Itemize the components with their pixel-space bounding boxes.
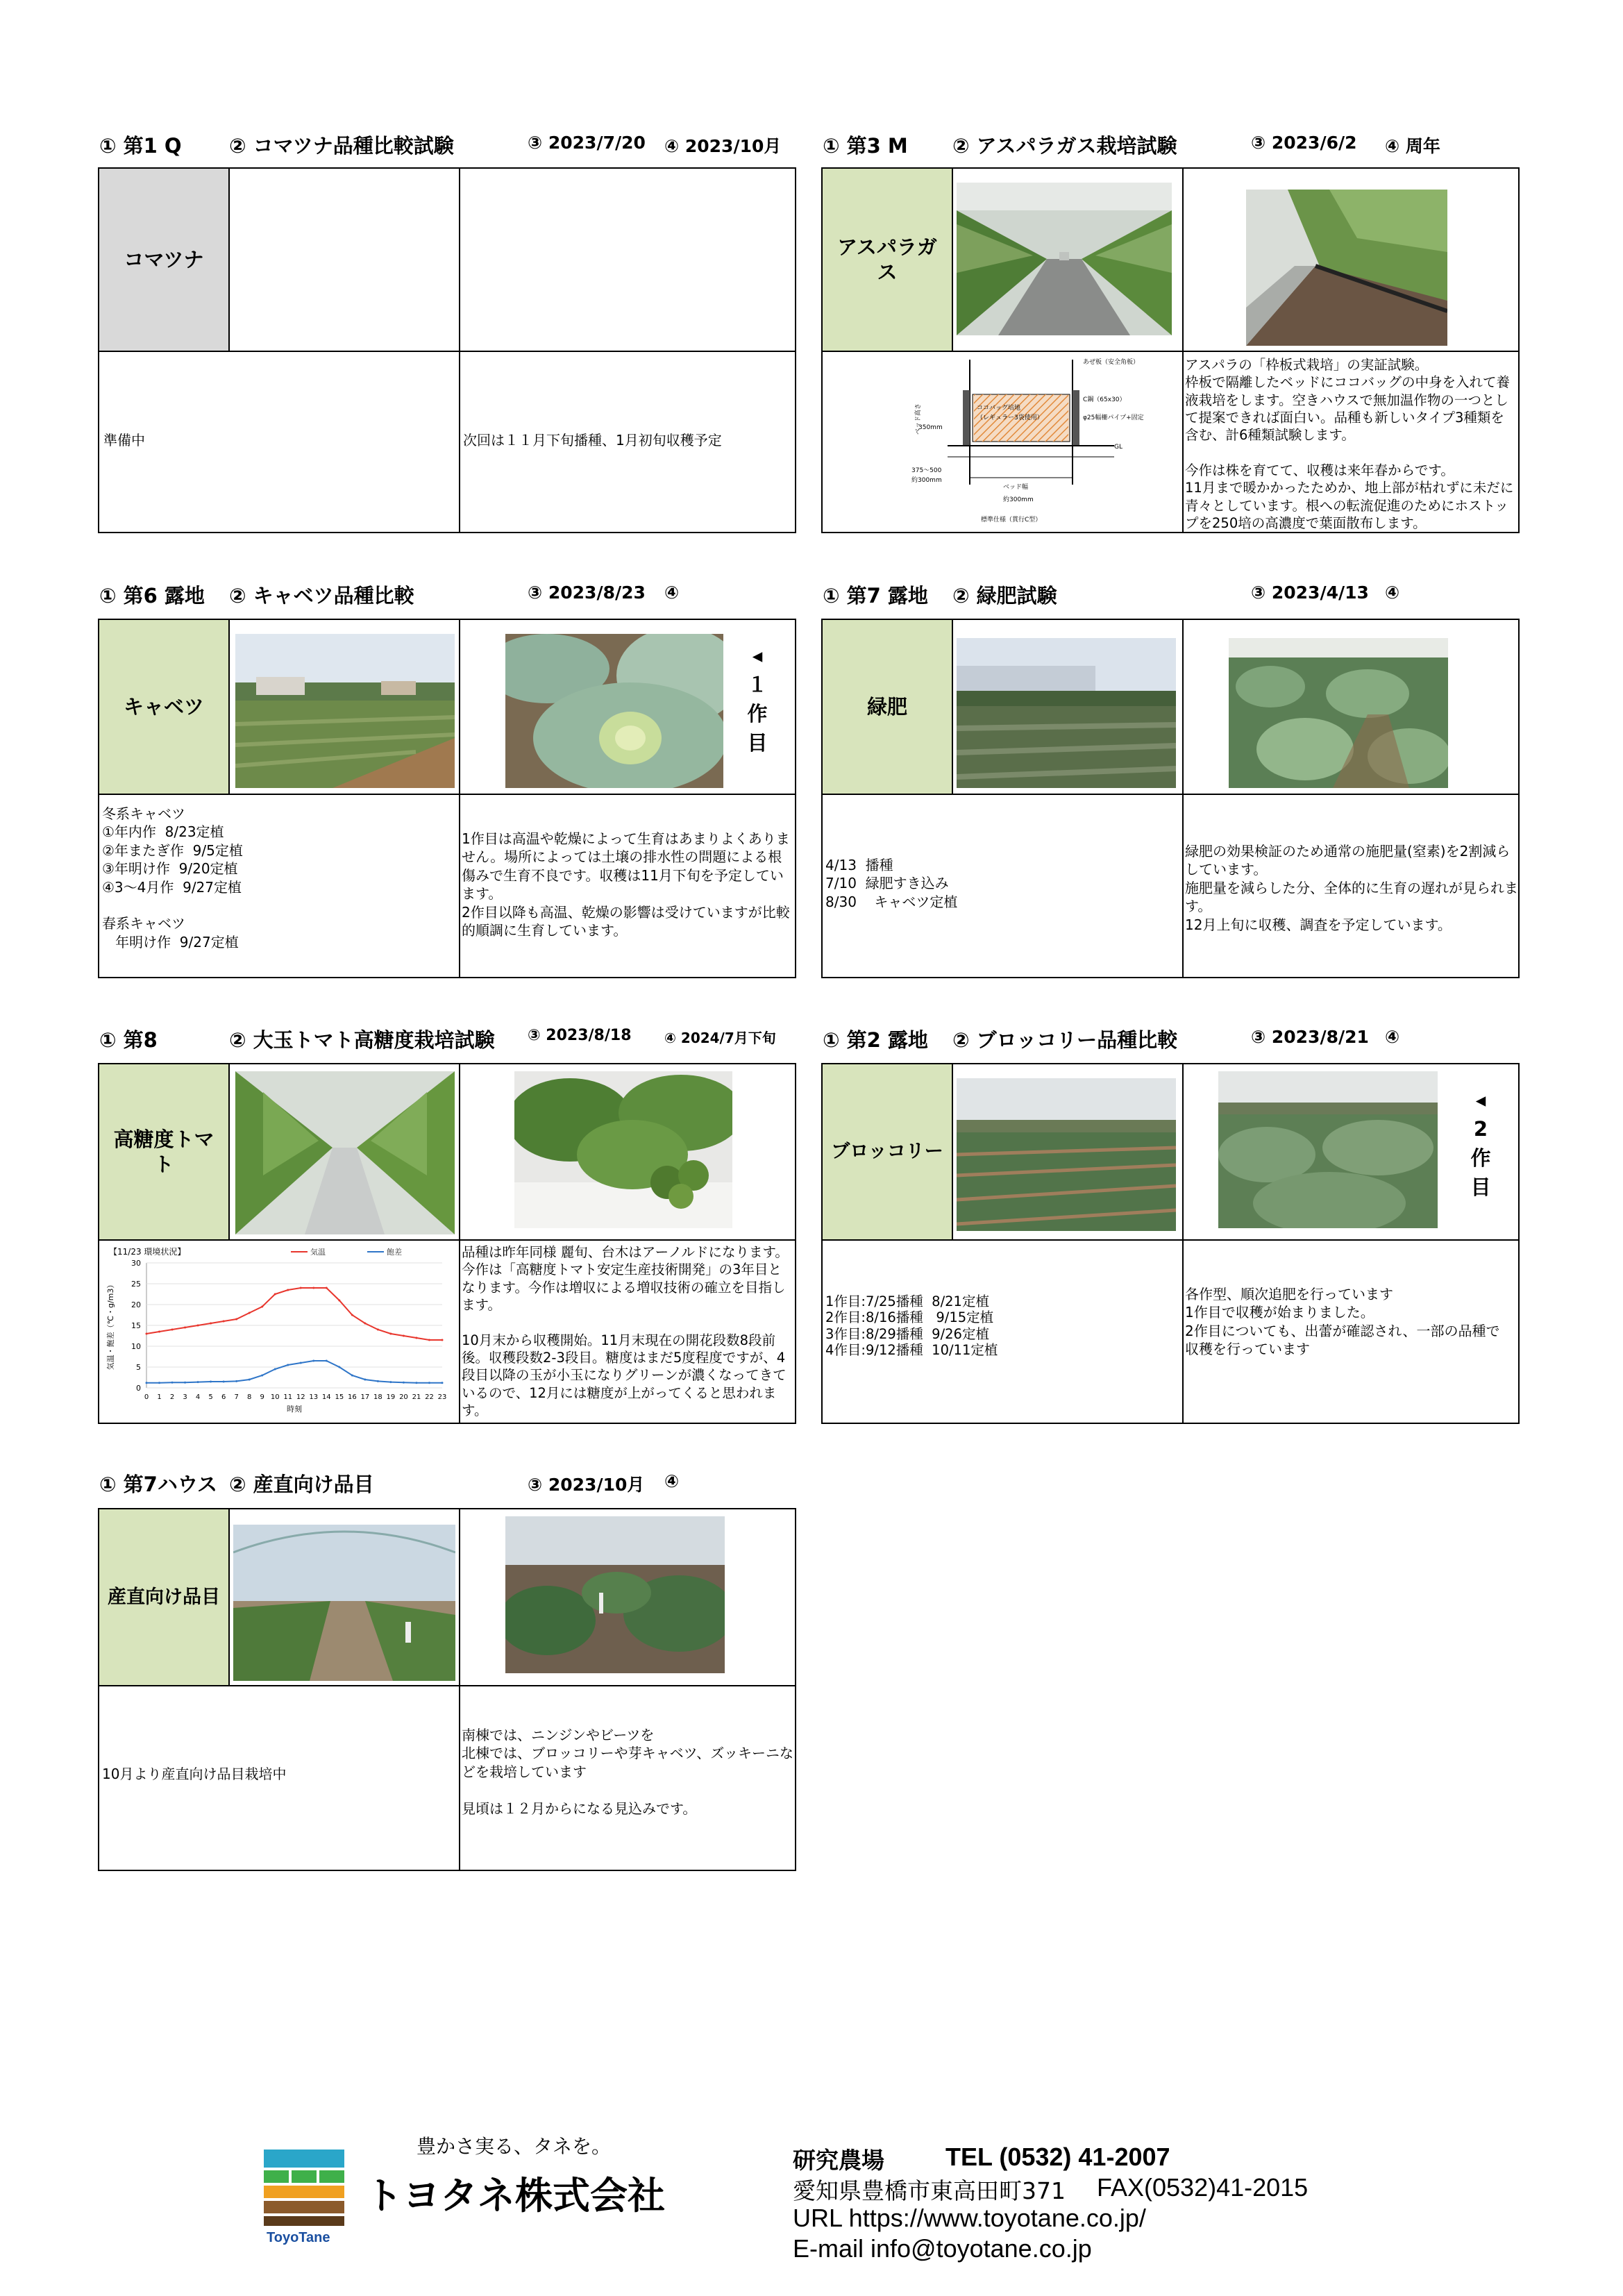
data-point bbox=[197, 1381, 199, 1383]
crop-label-text: 高糖度トマト bbox=[113, 1127, 215, 1176]
address: 愛知県豊橋市東高田町371 bbox=[793, 2177, 1066, 2204]
notes-left: 4/13 播種 7/10 緑肥すき込み 8/30 キャベツ定植 bbox=[825, 857, 958, 910]
trial-title: ② ブロッコリー品種比較 bbox=[952, 1028, 1178, 1052]
chart-title: 【11/23 環境状況】 bbox=[109, 1247, 186, 1257]
notes-right: アスパラの「枠板式栽培」の実証試験。 枠板で隔離したベッドにココバッグの中身を入れて養液栽培をします。空きハウスで無加温作物の一つとして提案できれば面白い。品種も新しいタイプ3種類を含む、計6種類試験します。 今作は株を育てて、収穫は来年春からです。 11月まで暖かかったためか、地上部が枯れずに未だに青々としています。根への転流促進のためにホストップを250培の高濃度で葉面散布します。 bbox=[1185, 357, 1514, 532]
trial-table bbox=[98, 1063, 796, 1424]
x-tick-label: 20 bbox=[399, 1393, 408, 1401]
y-axis-label: 気温・飽差（℃・g/m3） bbox=[106, 1280, 115, 1371]
tomato-house-photo bbox=[235, 1071, 455, 1234]
notes-right: 1作目は高温や乾燥によって生育はあまりよくありません。場所によっては土壌の排水性の問題による根傷みで生育不良です。収穫は11月下旬を予定しています。 2作目以降も高温、乾燥の影響は受けていますが比較的順調に生育しています。 bbox=[462, 830, 790, 939]
crop-label bbox=[99, 620, 228, 794]
y-tick-label: 15 bbox=[131, 1321, 141, 1330]
crop-label-text: 産直向け品目 bbox=[108, 1586, 220, 1608]
broccoli-closeup-photo bbox=[1218, 1071, 1438, 1228]
cabbage-closeup-photo bbox=[505, 634, 723, 788]
broccoli-field-photo bbox=[957, 1078, 1176, 1231]
notes-left: 10月より産直向け品目栽培中 bbox=[102, 1766, 287, 1782]
notes-right: 南棟では、ニンジンやビーツを 北棟では、ブロッコリーや芽キャベツ、ズッキーニなどを栽培しています 見頃は１２月からになる見込みです。 bbox=[462, 1727, 793, 1817]
crop-label-text: ブロッコリー bbox=[831, 1141, 943, 1163]
environment-chart bbox=[103, 1242, 454, 1421]
data-point bbox=[249, 1379, 251, 1381]
x-tick-label: 11 bbox=[283, 1393, 293, 1401]
data-point bbox=[364, 1323, 366, 1325]
data-point bbox=[210, 1381, 212, 1383]
y-tick-label: 30 bbox=[131, 1259, 141, 1268]
trial-title: ② コマツナ品種比較試験 bbox=[229, 134, 454, 158]
bed-structure-diagram bbox=[906, 353, 1180, 530]
crop-label bbox=[823, 1064, 952, 1239]
farm-name: 研究農場 bbox=[793, 2147, 884, 2174]
x-tick-label: 12 bbox=[296, 1393, 305, 1401]
diagram-label: 約300mm bbox=[1003, 496, 1034, 503]
cabbage-field-photo bbox=[235, 634, 455, 788]
trial-table bbox=[98, 619, 796, 978]
data-point bbox=[415, 1382, 417, 1384]
x-tick-label: 10 bbox=[270, 1393, 280, 1401]
data-point bbox=[146, 1333, 148, 1335]
x-tick-label: 7 bbox=[234, 1393, 239, 1401]
diagram-label: 約300mm bbox=[911, 477, 942, 484]
data-point bbox=[300, 1287, 302, 1289]
data-point bbox=[261, 1306, 263, 1308]
crop-label-text: 緑肥 bbox=[866, 694, 907, 719]
trial-title: ② 緑肥試験 bbox=[952, 584, 1057, 607]
notes-right: 品種は昨年同様 麗旬、台木はアーノルドになります。今作は「高糖度トマト安定生産技術開発」の3年目となります。今作は増収による増収技術の確立を目指します。 10月末から収穫開始。11月末現在の開花段数8段前後。収穫段数2-3段目。糖度はまだ5度程度ですが、4段目以降の玉が小玉になりグリーンが濃くなってきているので、12月には糖度が上がってくると思われます。 bbox=[462, 1244, 789, 1419]
data-point bbox=[403, 1335, 405, 1337]
x-tick-label: 22 bbox=[425, 1393, 434, 1401]
x-tick-label: 6 bbox=[221, 1393, 226, 1401]
diagram-label: 350mm bbox=[918, 424, 943, 431]
x-tick-label: 13 bbox=[309, 1393, 319, 1401]
crop-label bbox=[823, 620, 952, 794]
trial-end: ④ bbox=[664, 1471, 680, 1491]
diagram-label: 標準仕様（貫行C型） bbox=[981, 517, 1042, 523]
direct-sale-house-photo bbox=[233, 1525, 455, 1681]
y-tick-label: 0 bbox=[136, 1384, 141, 1393]
website-link[interactable]: URL https://www.toyotane.co.jp/ bbox=[793, 2204, 1146, 2232]
notes-right: 次回は１１月下旬播種、1月初旬収穫予定 bbox=[463, 432, 722, 449]
company-logo bbox=[264, 2150, 344, 2254]
crop-label-text: アスパラガス bbox=[837, 235, 937, 284]
trial-date: ③ 2023/8/18 bbox=[528, 1027, 632, 1044]
field-no: ① 第7 露地 bbox=[823, 584, 928, 607]
data-point bbox=[377, 1329, 379, 1331]
x-tick-label: 0 bbox=[144, 1393, 149, 1401]
legend-label: 気温 bbox=[310, 1248, 326, 1257]
diagram-label: GL bbox=[1114, 444, 1122, 451]
trial-end: ④ bbox=[1385, 583, 1400, 603]
data-point bbox=[197, 1325, 199, 1327]
data-point bbox=[184, 1382, 186, 1384]
trial-end: ④ bbox=[664, 583, 680, 603]
tomato-fruit-photo bbox=[514, 1071, 732, 1228]
email-link[interactable]: E-mail info@toyotane.co.jp bbox=[793, 2234, 1092, 2263]
green-manure-field-photo bbox=[957, 638, 1176, 788]
x-axis-label: 時刻 bbox=[287, 1405, 302, 1414]
data-point bbox=[261, 1375, 263, 1377]
field-no: ① 第8 bbox=[99, 1028, 158, 1052]
data-point bbox=[428, 1382, 430, 1384]
direct-sale-crops-photo bbox=[505, 1516, 725, 1673]
trial-table bbox=[98, 167, 796, 533]
asparagus-house-photo bbox=[957, 183, 1172, 335]
data-point bbox=[389, 1333, 392, 1335]
trial-date: ③ 2023/8/23 bbox=[528, 583, 646, 603]
data-point bbox=[171, 1382, 174, 1384]
trial-title: ② キャベツ品種比較 bbox=[229, 584, 414, 607]
data-point bbox=[300, 1362, 302, 1364]
trial-date: ③ 2023/10月 bbox=[528, 1475, 645, 1495]
trial-date: ③ 2023/6/2 bbox=[1251, 133, 1357, 153]
data-point bbox=[184, 1327, 186, 1329]
diagram-label: ココバッグ培地 bbox=[977, 405, 1021, 412]
data-point bbox=[274, 1368, 276, 1371]
trial-title: ② 産直向け品目 bbox=[229, 1473, 374, 1496]
x-tick-label: 5 bbox=[208, 1393, 213, 1401]
x-tick-label: 4 bbox=[195, 1393, 201, 1401]
data-point bbox=[274, 1293, 276, 1296]
trial-title: ② アスパラガス栽培試験 bbox=[952, 134, 1177, 158]
trial-date: ③ 2023/4/13 bbox=[1251, 583, 1369, 603]
x-tick-label: 2 bbox=[169, 1393, 175, 1401]
series-line bbox=[146, 1288, 442, 1340]
data-point bbox=[249, 1312, 251, 1314]
x-tick-label: 3 bbox=[183, 1393, 187, 1401]
trial-table bbox=[821, 619, 1520, 978]
data-point bbox=[326, 1360, 328, 1362]
data-point bbox=[403, 1382, 405, 1384]
crop-label bbox=[823, 169, 952, 351]
trial-table bbox=[98, 1508, 796, 1871]
x-tick-label: 23 bbox=[437, 1393, 447, 1401]
legend-label: 飽差 bbox=[387, 1248, 402, 1257]
notes-left: 準備中 bbox=[103, 432, 145, 449]
x-tick-label: 17 bbox=[360, 1393, 370, 1401]
diagram-label: φ25幅柵パイプ+固定 bbox=[1083, 414, 1144, 421]
data-point bbox=[210, 1323, 212, 1325]
data-point bbox=[415, 1337, 417, 1339]
data-point bbox=[428, 1339, 430, 1341]
trial-table bbox=[821, 167, 1520, 533]
y-tick-label: 25 bbox=[131, 1280, 141, 1289]
company-name: トヨタネ株式会社 bbox=[365, 2174, 665, 2218]
y-tick-label: 20 bbox=[131, 1300, 141, 1309]
y-tick-label: 10 bbox=[131, 1342, 141, 1351]
crop-label bbox=[99, 1509, 228, 1685]
crop-label-text: キャベツ bbox=[123, 694, 204, 719]
data-point bbox=[312, 1287, 314, 1289]
diagram-label: 375～500 bbox=[911, 467, 942, 474]
logo-text: ToyoTane bbox=[267, 2230, 330, 2245]
data-point bbox=[146, 1382, 148, 1384]
trial-end: ④ bbox=[1385, 1027, 1400, 1047]
crop-round-badge: ◂ 2 作 目 bbox=[1470, 1088, 1491, 1200]
crop-label bbox=[99, 169, 228, 351]
diagram-label: ベッド高さ bbox=[915, 403, 922, 435]
crop-label bbox=[99, 1064, 228, 1239]
x-tick-label: 19 bbox=[386, 1393, 396, 1401]
data-point bbox=[287, 1364, 289, 1366]
data-point bbox=[338, 1300, 340, 1302]
data-point bbox=[312, 1360, 314, 1362]
diagram-label: （レギュラー3袋使用） bbox=[977, 414, 1043, 421]
trial-end: ④ 周年 bbox=[1385, 136, 1440, 156]
notes-left: 1作目:7/25播種 8/21定植 2作目:8/16播種 9/15定植 3作目:8/29播種 9/26定植 4作目:9/12播種 10/11定植 bbox=[825, 1293, 998, 1359]
diagram-label: あぜ板（安全角板） bbox=[1083, 359, 1140, 366]
slogan: 豊かさ実る、タネを。 bbox=[417, 2135, 612, 2158]
data-point bbox=[171, 1329, 174, 1331]
trial-end: ④ 2024/7月下旬 bbox=[664, 1030, 776, 1046]
x-tick-label: 21 bbox=[412, 1393, 421, 1401]
data-point bbox=[235, 1318, 237, 1321]
x-tick-label: 14 bbox=[321, 1393, 331, 1401]
notes-right: 各作型、順次追肥を行っています 1作目で収穫が始まりました。 2作目についても、出蕾が確認され、一部の品種で 収穫を行っています bbox=[1185, 1286, 1500, 1358]
y-tick-label: 5 bbox=[136, 1363, 141, 1372]
x-tick-label: 9 bbox=[260, 1393, 264, 1401]
data-point bbox=[377, 1380, 379, 1382]
x-tick-label: 18 bbox=[373, 1393, 382, 1401]
data-point bbox=[223, 1321, 225, 1323]
crop-round-badge: ◂ １ 作 目 bbox=[747, 644, 768, 755]
trial-date: ③ 2023/8/21 bbox=[1251, 1027, 1369, 1047]
crop-label-text: コマツナ bbox=[124, 247, 204, 271]
data-point bbox=[223, 1381, 225, 1383]
trial-table bbox=[821, 1063, 1520, 1424]
series-line bbox=[146, 1361, 442, 1383]
diagram-label: C鋼（65x30） bbox=[1083, 396, 1126, 403]
asparagus-bed-photo bbox=[1246, 190, 1447, 346]
data-point bbox=[235, 1380, 237, 1382]
data-point bbox=[351, 1375, 353, 1377]
field-no: ① 第6 露地 bbox=[99, 584, 205, 607]
field-no: ① 第2 露地 bbox=[823, 1028, 928, 1052]
data-point bbox=[442, 1339, 444, 1341]
x-tick-label: 1 bbox=[157, 1393, 162, 1401]
field-no: ① 第3 M bbox=[823, 134, 908, 158]
data-point bbox=[287, 1289, 289, 1291]
data-point bbox=[158, 1331, 160, 1333]
data-point bbox=[389, 1381, 392, 1383]
x-tick-label: 16 bbox=[347, 1393, 357, 1401]
data-point bbox=[442, 1382, 444, 1384]
green-manure-closeup-photo bbox=[1229, 638, 1448, 788]
trial-title: ② 大玉トマト高糖度栽培試験 bbox=[229, 1028, 495, 1052]
diagram-label: ベッド幅 bbox=[1003, 484, 1029, 491]
field-no: ① 第1 Q bbox=[99, 134, 182, 158]
data-point bbox=[326, 1287, 328, 1289]
phone-number: TEL (0532) 41-2007 bbox=[945, 2143, 1170, 2171]
field-no: ① 第7ハウス bbox=[99, 1473, 217, 1496]
trial-end: ④ 2023/10月 bbox=[664, 136, 782, 156]
notes-right: 緑肥の効果検証のため通常の施肥量(窒素)を2割減らしています。 施肥量を減らした分、全体的に生育の遅れが見られます。 12月上旬に収穫、調査を予定しています。 bbox=[1185, 843, 1518, 933]
data-point bbox=[351, 1314, 353, 1316]
data-point bbox=[158, 1382, 160, 1384]
data-point bbox=[338, 1366, 340, 1368]
fax-number: FAX(0532)41-2015 bbox=[1097, 2173, 1309, 2202]
notes-left: 冬系キャベツ ①年内作 8/23定植 ②年またぎ作 9/5定植 ③年明け作 9/20定植 ④3～4月作 9/27定植 春系キャベツ 年明け作 9/27定植 bbox=[102, 805, 243, 950]
x-tick-label: 8 bbox=[246, 1393, 252, 1401]
trial-date: ③ 2023/7/20 bbox=[528, 133, 646, 153]
x-tick-label: 15 bbox=[335, 1393, 344, 1401]
data-point bbox=[364, 1379, 366, 1381]
